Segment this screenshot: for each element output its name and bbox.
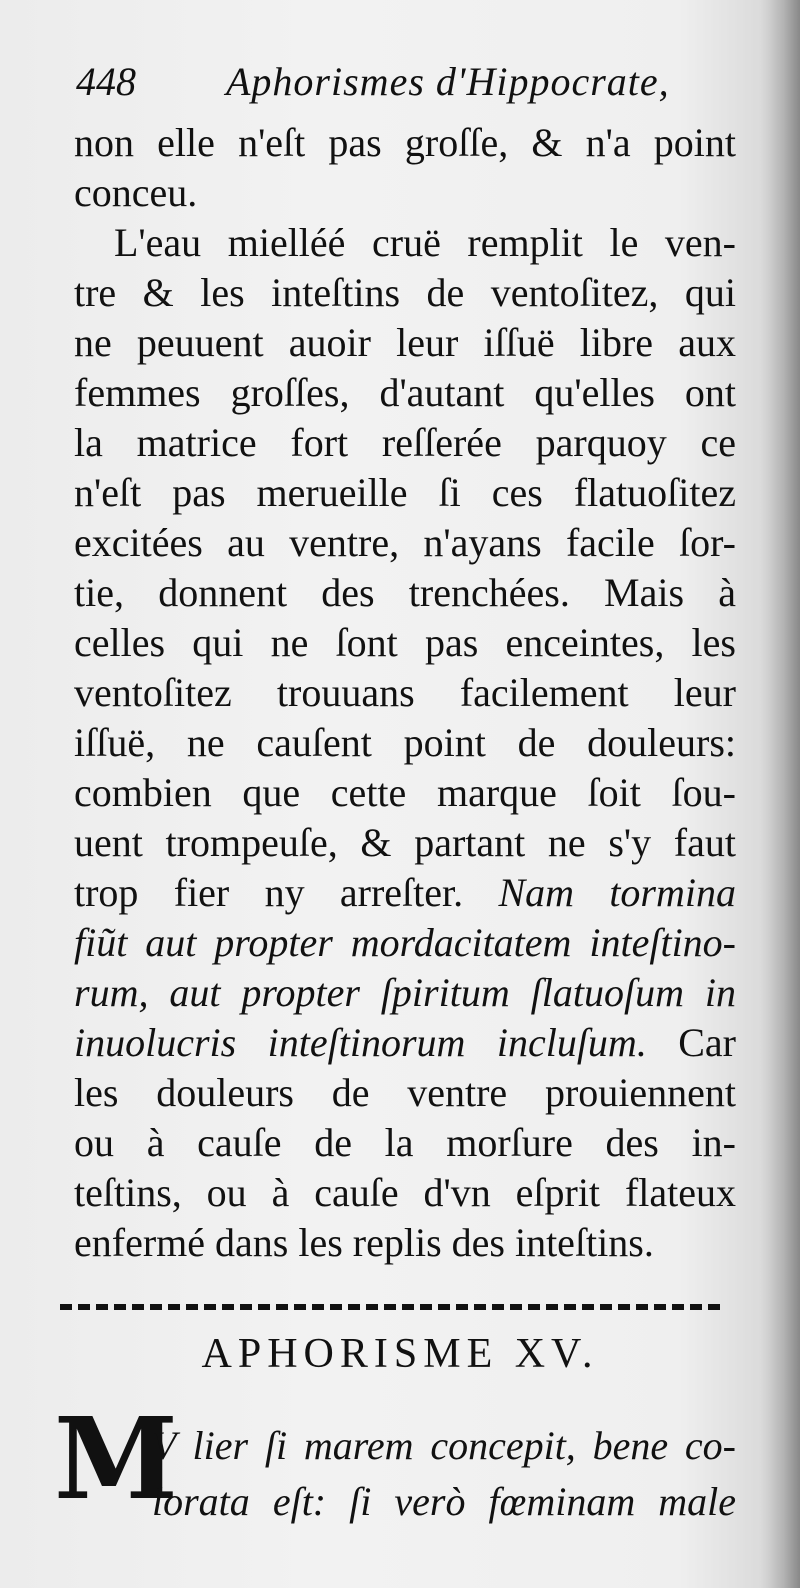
- text-line: femmes groſſes, d'autant qu'elles ont: [74, 370, 736, 415]
- text-line: enfermé dans les replis des inteſtins.: [74, 1220, 654, 1265]
- text-line: celles qui ne ſont pas enceintes, les: [74, 620, 736, 665]
- latin-segment: Nam tormina: [498, 870, 736, 915]
- text-segment: Car: [678, 1020, 737, 1065]
- text-line: la matrice fort reſſerée parquoy ce: [74, 420, 736, 465]
- page-number: 448: [76, 59, 136, 104]
- text-line: L'eau mielléé cruë remplit le ven-: [114, 220, 736, 265]
- text-line: tre & les inteſtins de ventoſitez, qui: [74, 270, 736, 315]
- text-line: ne peuuent auoir leur iſſuë libre aux: [74, 320, 736, 365]
- drop-cap: M: [54, 1394, 178, 1525]
- text-segment: trop fier ny arreſter.: [74, 870, 464, 915]
- text-line: uent trompeuſe, & partant ne s'y faut: [74, 820, 736, 865]
- text-line: teſtins, ou à cauſe d'vn eſprit flateux: [74, 1170, 736, 1215]
- page-header: [76, 58, 736, 114]
- text-line: ou à cauſe de la morſure des in-: [74, 1120, 736, 1165]
- text-line: ventoſitez trouuans facilement leur: [74, 670, 736, 715]
- text-line: excitées au ventre, n'ayans facile ſor-: [74, 520, 736, 565]
- body-text: [74, 118, 736, 1268]
- text-line: conceu.: [74, 170, 198, 215]
- section-title: APHORISME XV.: [201, 1331, 599, 1377]
- text-line: les douleurs de ventre prouiennent: [74, 1070, 736, 1115]
- text-line: non elle n'eſt pas groſſe, & n'a point: [74, 120, 736, 165]
- latin-line: rum, aut propter ſpiritum ſlatuoſum in: [74, 970, 736, 1015]
- section-divider-rule: [60, 1304, 720, 1316]
- text-line-with-latin: [74, 868, 736, 918]
- aphorism-latin-text: [152, 1418, 736, 1530]
- text-line: combien que cette marque ſoit ſou-: [74, 770, 736, 815]
- text-line: iſſuë, ne cauſent point de douleurs:: [74, 720, 736, 765]
- latin-segment: inuolucris inteſtinorum incluſum.: [74, 1020, 647, 1065]
- latin-line: lorata eſt: ſi verò fœminam male: [152, 1479, 736, 1524]
- running-title: Aphorismes d'Hippocrate,: [226, 59, 670, 104]
- text-line-with-latin: [74, 1018, 736, 1068]
- text-line: tie, donnent des trenchées. Mais à: [74, 570, 736, 615]
- latin-line: fiũt aut propter mordacitatem inteſtino-: [74, 920, 736, 965]
- text-line: n'eſt pas merueille ſi ces flatuoſitez: [74, 470, 736, 515]
- latin-line: V lier ſi marem concepit, bene co-: [152, 1423, 736, 1468]
